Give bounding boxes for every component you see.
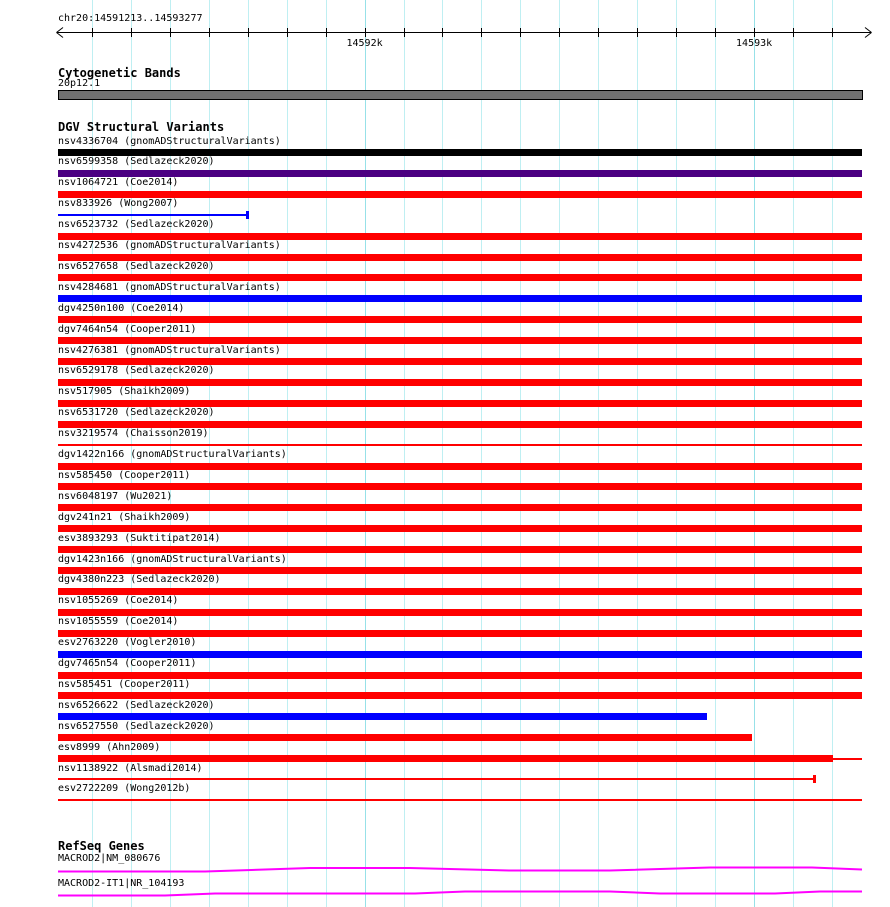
variant-label[interactable]: nsv6599358 (Sedlazeck2020) (58, 156, 215, 168)
variant-bar[interactable] (58, 525, 862, 532)
variant-bar[interactable] (58, 651, 862, 658)
variant-end-tick (813, 775, 816, 783)
variant-end-tick (246, 211, 249, 219)
variant-label[interactable]: dgv7464n54 (Cooper2011) (58, 323, 197, 335)
variant-label[interactable]: nsv6531720 (Sedlazeck2020) (58, 407, 215, 419)
variant-label[interactable]: nsv6523732 (Sedlazeck2020) (58, 219, 215, 231)
variant-label[interactable]: dgv4380n223 (Sedlazeck2020) (58, 574, 221, 586)
ruler-left-arrow-icon (57, 33, 64, 38)
variant-bar[interactable] (58, 295, 862, 302)
gene-label[interactable]: MACROD2-IT1|NR_104193 (58, 878, 185, 889)
variant-label[interactable]: esv8999 (Ahn2009) (58, 741, 161, 753)
variant-label[interactable]: nsv3219574 (Chaisson2019) (58, 428, 209, 440)
variant-bar[interactable] (58, 337, 862, 344)
variant-bar[interactable] (58, 713, 707, 720)
gene-structure-line[interactable] (58, 892, 862, 896)
variant-bar[interactable] (58, 546, 862, 553)
refseq-section-title: RefSeq Genes (58, 839, 145, 853)
variant-bar[interactable] (58, 379, 862, 386)
cytobands-section-title: Cytogenetic Bands (58, 66, 181, 80)
variant-label[interactable]: nsv6527550 (Sedlazeck2020) (58, 720, 215, 732)
variant-label[interactable]: dgv4250n100 (Coe2014) (58, 302, 185, 314)
variant-bar[interactable] (58, 191, 862, 198)
ruler-tick-label: 14592k (346, 38, 383, 49)
variant-label[interactable]: dgv1423n166 (gnomADStructuralVariants) (58, 553, 287, 565)
variant-label[interactable]: nsv6048197 (Wu2021) (58, 490, 173, 502)
variant-label[interactable]: esv2722209 (Wong2012b) (58, 783, 191, 795)
variant-bar[interactable] (58, 609, 862, 616)
variant-label[interactable]: nsv585451 (Cooper2011) (58, 678, 191, 690)
variant-label[interactable]: esv3893293 (Suktitipat2014) (58, 532, 221, 544)
variant-label[interactable]: nsv6527658 (Sedlazeck2020) (58, 260, 215, 272)
gene-label[interactable]: MACROD2|NM_080676 (58, 853, 161, 864)
variant-label[interactable]: dgv1422n166 (gnomADStructuralVariants) (58, 449, 287, 460)
variant-label[interactable]: nsv1064721 (Coe2014) (58, 177, 179, 189)
variant-bar-tail-line[interactable] (833, 758, 862, 760)
variant-bar[interactable] (58, 149, 862, 156)
variant-bar[interactable] (58, 421, 862, 428)
variant-bar[interactable] (58, 233, 862, 240)
variant-bar[interactable] (58, 274, 862, 281)
variant-bar[interactable] (58, 588, 862, 595)
variant-bar[interactable] (58, 463, 862, 470)
variant-label[interactable]: nsv833926 (Wong2007) (58, 198, 179, 210)
variant-label[interactable]: nsv517905 (Shaikh2009) (58, 386, 191, 398)
ruler-left-arrow-icon (57, 28, 64, 33)
variant-label[interactable]: dgv7465n54 (Cooper2011) (58, 658, 197, 669)
dgv-section-title: DGV Structural Variants (58, 120, 225, 134)
ruler-right-arrow-icon (865, 33, 872, 38)
variant-bar[interactable] (58, 254, 862, 261)
variant-bar[interactable] (58, 567, 862, 574)
variant-bar[interactable] (58, 692, 862, 699)
gene-structure-line[interactable] (58, 868, 862, 872)
variant-bar[interactable] (58, 444, 862, 446)
variant-label[interactable]: nsv1138922 (Alsmadi2014) (58, 762, 203, 774)
variant-bar[interactable] (58, 504, 862, 511)
variant-bar[interactable] (58, 778, 814, 780)
variant-label[interactable]: nsv4284681 (gnomADStructuralVariants) (58, 281, 281, 293)
variant-bar[interactable] (58, 316, 862, 323)
variant-label[interactable]: dgv241n21 (Shaikh2009) (58, 511, 191, 523)
cytoband-bar (58, 90, 863, 100)
variant-label[interactable]: esv2763220 (Vogler2010) (58, 637, 197, 649)
variant-bar[interactable] (58, 483, 862, 490)
variant-label[interactable]: nsv1055559 (Coe2014) (58, 616, 179, 628)
variant-bar[interactable] (58, 799, 862, 801)
variant-bar[interactable] (58, 170, 862, 177)
variant-bar[interactable] (58, 734, 752, 741)
variant-bar[interactable] (58, 755, 833, 762)
variant-bar[interactable] (58, 400, 862, 407)
cytoband-name-label: 20p12.1 (58, 78, 101, 89)
variant-label[interactable]: nsv585450 (Cooper2011) (58, 469, 191, 481)
variant-label[interactable]: nsv4272536 (gnomADStructuralVariants) (58, 240, 281, 251)
variant-bar[interactable] (58, 358, 862, 365)
ruler-tick-label: 14593k (736, 38, 773, 49)
variant-label[interactable]: nsv1055269 (Coe2014) (58, 595, 179, 607)
variant-label[interactable]: nsv6529178 (Sedlazeck2020) (58, 365, 215, 377)
variant-label[interactable]: nsv4276381 (gnomADStructuralVariants) (58, 344, 281, 356)
variant-bar[interactable] (58, 630, 862, 637)
variant-label[interactable]: nsv6526622 (Sedlazeck2020) (58, 699, 215, 711)
variant-bar[interactable] (58, 672, 862, 679)
variant-label[interactable]: nsv4336704 (gnomADStructuralVariants) (58, 135, 281, 147)
region-label: chr20:14591213..14593277 (58, 13, 203, 24)
ruler-right-arrow-icon (865, 28, 872, 33)
variant-bar[interactable] (58, 214, 247, 216)
